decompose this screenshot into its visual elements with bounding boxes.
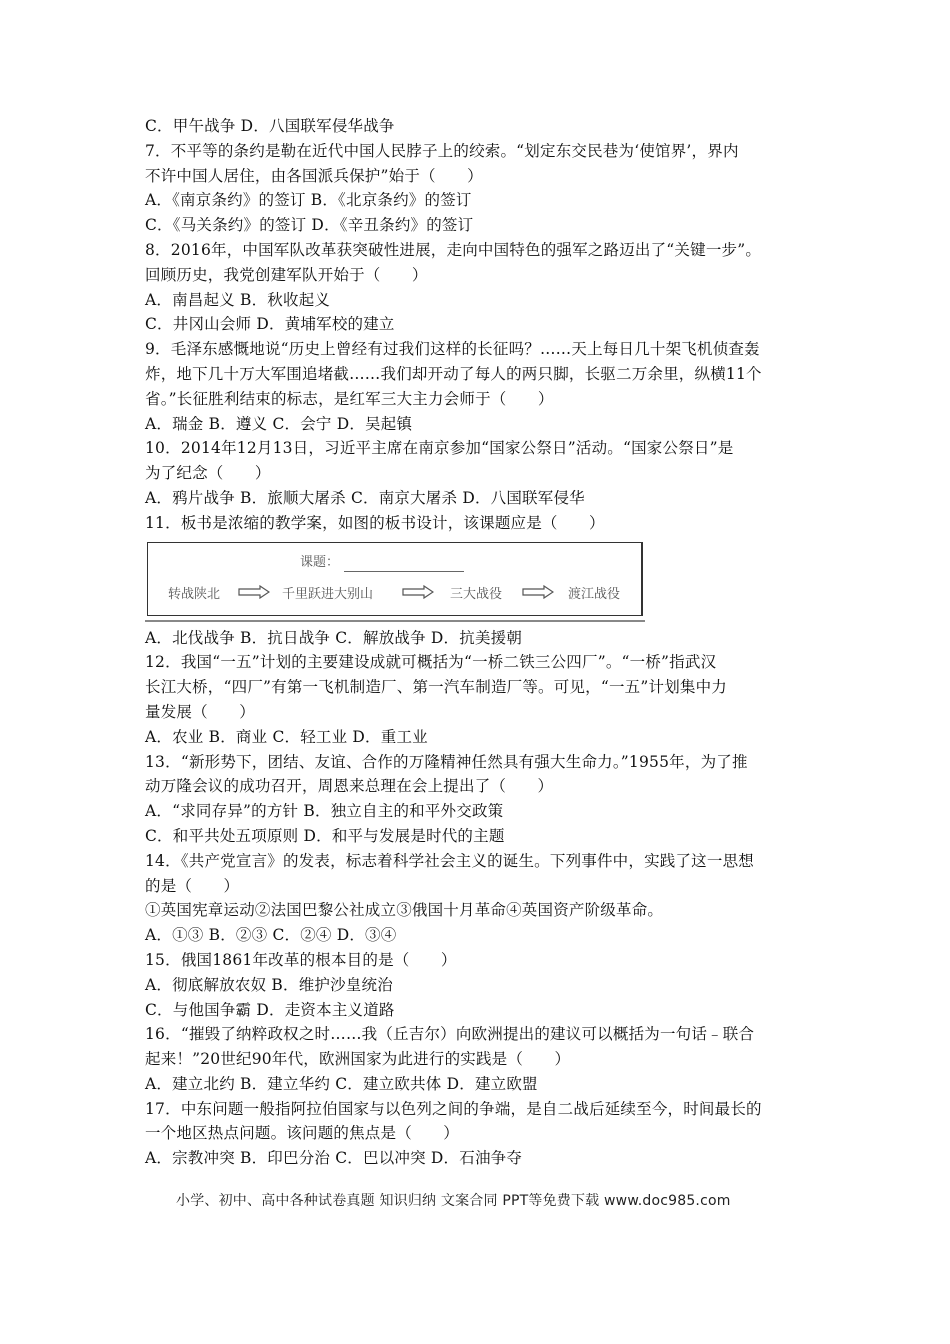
text-line: 不许中国人居住，由各国派兵保护”始于（ ） [145, 166, 483, 185]
text-line: A．建立北约 B．建立华约 C．建立欧共体 D．建立欧盟 [145, 1074, 538, 1093]
arrow-right-icon [238, 585, 270, 599]
step-1: 转战陕北 [168, 586, 221, 602]
question-text-block [145, 626, 805, 1172]
text-line: 炸，地下几十万大军围追堵截……我们却开动了每人的两只脚，长驱二万余里，纵横11个 [145, 364, 762, 383]
text-line: 10．2014年12月13日，习近平主席在南京参加“国家公祭日”活动。“国家公祭日”是 [145, 439, 734, 458]
figure-bottom-rule [145, 620, 645, 622]
text-line: C．与他国争霸 D．走资本主义道路 [145, 1000, 395, 1019]
text-line: 9．毛泽东感慨地说“历史上曾经有过我们这样的长征吗？……天上每日几十架飞机侦查轰 [145, 340, 760, 359]
question-text-block [145, 114, 805, 536]
text-line: 起来！”20世纪90年代，欧洲国家为此进行的实践是（ ） [145, 1050, 571, 1069]
text-line: A．《南京条约》的签订 B．《北京条约》的签订 [145, 191, 472, 210]
text-line: 回顾历史，我党创建军队开始于（ ） [145, 265, 428, 284]
step-4: 渡江战役 [568, 586, 621, 602]
text-line: 一个地区热点问题。该问题的焦点是（ ） [145, 1124, 460, 1143]
text-line: 11．板书是浓缩的教学案，如图的板书设计，该课题应是（ ） [145, 513, 605, 532]
text-line: A．宗教冲突 B．印巴分治 C．巴以冲突 D．石油争夺 [145, 1149, 523, 1168]
text-line: 8．2016年，中国军队改革获突破性进展，走向中国特色的强军之路迈出了“关键一步”。 [145, 240, 762, 259]
exam-page [145, 114, 805, 1171]
arrow-right-icon [522, 585, 554, 599]
blackboard-figure [145, 542, 645, 626]
text-line: 量发展（ ） [145, 702, 255, 721]
text-line: A．①③ B．②③ C．②④ D．③④ [145, 926, 397, 945]
title-blank-line [344, 571, 464, 572]
text-line: 7．不平等的条约是勒在近代中国人民脖子上的绞索。“划定东交民巷为‘使馆界’，界内 [145, 141, 739, 160]
text-line: 16．“摧毁了纳粹政权之时……我（丘吉尔）向欧洲提出的建议可以概括为一句话﹣联合 [145, 1025, 755, 1044]
text-line: 13．“新形势下，团结、友谊、合作的万隆精神任然具有强大生命力。”1955年，为了推 [145, 752, 748, 771]
text-line: C．井冈山会师 D．黄埔军校的建立 [145, 315, 395, 334]
text-line: A．彻底解放农奴 B．维护沙皇统治 [145, 975, 393, 994]
text-line: C．甲午战争 D．八国联军侵华战争 [145, 117, 395, 135]
text-line: ①英国宪章运动②法国巴黎公社成立③俄国十月革命④英国资产阶级革命。 [145, 901, 664, 920]
text-line: C．和平共处五项原则 D．和平与发展是时代的主题 [145, 826, 505, 845]
text-line: 的是（ ） [145, 876, 240, 895]
step-3: 三大战役 [450, 586, 503, 602]
step-2: 千里跃进大别山 [282, 586, 374, 602]
text-line: A．农业 B．商业 C．轻工业 D．重工业 [145, 727, 428, 746]
text-line: A．“求同存异”的方针 B．独立自主的和平外交政策 [145, 802, 504, 821]
text-line: A．南昌起义 B．秋收起义 [145, 290, 331, 309]
text-line: A．北伐战争 B．抗日战争 C．解放战争 D．抗美援朝 [145, 628, 523, 647]
text-line: A．瑞金 B．遵义 C．会宁 D．吴起镇 [145, 414, 413, 433]
text-line: 15．俄国1861年改革的根本目的是（ ） [145, 950, 457, 969]
text-line: 省。”长征胜利结束的标志，是红军三大主力会师于（ ） [145, 389, 554, 408]
text-line: 12．我国“一五”计划的主要建设成就可概括为“一桥二铁三公四厂”。“一桥”指武汉 [145, 653, 717, 672]
text-line: 14．《共产党宣言》的发表，标志着科学社会主义的诞生。下列事件中，实践了这一思想 [145, 851, 754, 870]
arrow-right-icon [402, 585, 434, 599]
text-line: A．鸦片战争 B．旅顺大屠杀 C．南京大屠杀 D．八国联军侵华 [145, 488, 585, 507]
text-line: 长江大桥，“四厂”有第一飞机制造厂、第一汽车制造厂等。可见，“一五”计划集中力 [145, 678, 727, 697]
text-line: 17．中东问题一般指阿拉伯国家与以色列之间的争端，是自二战后延续至今，时间最长的 [145, 1099, 762, 1118]
blackboard-frame [147, 542, 643, 616]
figure-title: 课题： [300, 554, 340, 570]
text-line: 动万隆会议的成功召开，周恩来总理在会上提出了（ ） [145, 777, 554, 796]
text-line: 为了纪念（ ） [145, 464, 271, 483]
page-footer: 小学、初中、高中各种试卷真题 知识归纳 文案合同 PPT等免费下载 www.doc985.com [176, 1193, 731, 1209]
text-line: C．《马关条约》的签订 D．《辛丑条约》的签订 [145, 216, 474, 235]
